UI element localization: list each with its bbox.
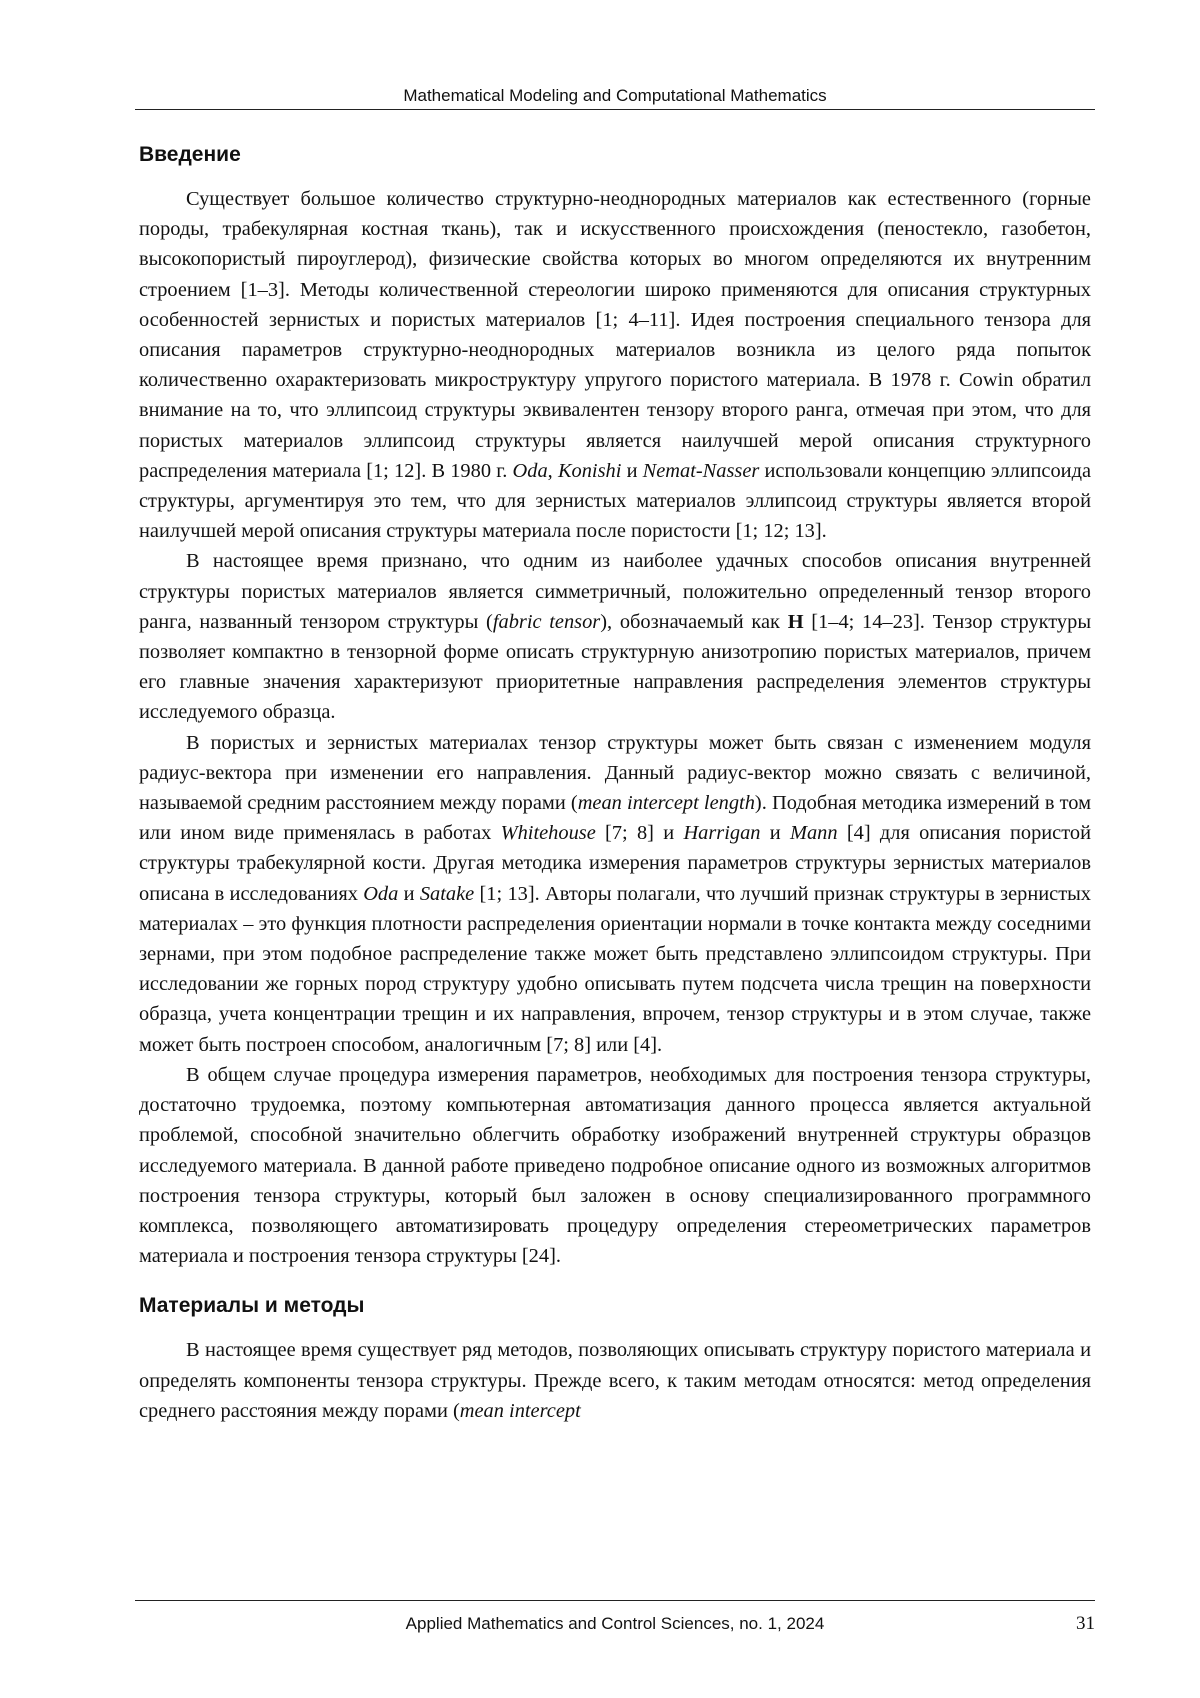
paragraph	[139, 184, 1091, 546]
text-run: и	[398, 882, 420, 905]
text-run: использовали концепцию эллипсоида структуры, аргументируя это тем, что для зернистых материалов эллипсоид структуры является второй наилучшей мерой описания структуры материала после пористости [1; 12; 13].	[139, 459, 1091, 543]
running-title: Mathematical Modeling and Computational Mathematics	[403, 86, 827, 105]
paragraph	[139, 1335, 1091, 1426]
text-run: В настоящее время признано, что одним из наиболее удачных способов описания внутренней структуры пористых материалов является симметричный, положительно определенный тензор второго ранга, названный тензором структуры (	[139, 550, 1091, 633]
text-run: ), обозначаемый как	[600, 610, 788, 633]
italic-term: Nemat-Nasser	[642, 459, 760, 482]
bold-symbol: H	[787, 610, 804, 633]
text-run: В настоящее время существует ряд методов, позволяющих описывать структуру пористого материала и определять компоненты тензора структуры. Прежде всего, к таким методам относятся: метод определения среднего расстояния между порами (	[139, 1339, 1091, 1422]
section-heading-materials-methods: Материалы и методы	[139, 1294, 365, 1318]
italic-term: fabric tensor	[492, 610, 601, 633]
text-run: Существует большое количество структурно-неоднородных материалов как естественного (горные породы, трабекулярная костная ткань), так и искусственного происхождения (пеностекло, газобетон, высокопористый пироуглерод), физические свойства которых во многом определяются их внутренним строением [1–3]. Методы количественной стереологии широко применяются для описания структурных особенностей зернистых и пористых материалов [1; 4–11]. Идея построения специального тензора для описания параметров структурно-неоднородных материалов возникла из целого ряда попыток количественно охарактеризовать микроструктуру упругого пористого материала. В 1978 г. Cowin обратил внимание на то, что эллипсоид структуры эквивалентен тензору второго ранга, отмечая при этом, что для пористых материалов эллипсоид структуры является наилучшей мерой описания структурного распределения материала [1; 12]. В 1980 г.	[139, 188, 1091, 482]
journal-citation: Applied Mathematics and Control Sciences, no. 1, 2024	[405, 1614, 825, 1633]
text-run: [4] для описания пористой структуры трабекулярной кости. Другая методика измерения параметров структуры зернистых материалов описана в исследованиях	[139, 822, 1091, 905]
text-run: ). Подобная методика измерений в том или ином виде применялась в работах	[139, 792, 1091, 845]
italic-term: Satake	[419, 882, 475, 905]
italic-term: Mann	[789, 822, 838, 845]
italic-term: mean intercept length	[577, 792, 755, 815]
header-rule	[135, 109, 1095, 110]
italic-term: mean intercept	[459, 1399, 581, 1422]
section-heading-introduction: Введение	[139, 143, 241, 166]
text-run: В пористых и зернистых материалах тензор структуры может быть связан с изменением модуля радиус-вектора при изменении его направления. Данный радиус-вектор можно связать с величиной, называемой средним расстоянием между порами (	[139, 731, 1091, 815]
text-run: [1–4; 14–23]. Тензор структуры позволяет компактно в тензорной форме описать структурную анизотропию пористых материалов, причем его главные значения характеризуют приоритетные направления распределения элементов структуры исследуемого образца.	[139, 610, 1092, 724]
italic-term: Harrigan	[683, 822, 761, 845]
main-content	[139, 140, 1091, 1426]
paragraph	[139, 546, 1091, 727]
italic-term: Konishi	[557, 459, 622, 482]
text-run: и	[760, 822, 790, 845]
page-number: 31	[1076, 1613, 1095, 1634]
text-run: ,	[547, 459, 558, 482]
italic-term: Whitehouse	[500, 822, 596, 845]
italic-term: Oda	[512, 459, 548, 482]
text-run: и	[621, 459, 643, 482]
paragraph	[139, 1060, 1091, 1271]
text-run: [7; 8] и	[595, 822, 684, 845]
footer-rule	[135, 1600, 1095, 1601]
text-run: [1; 13]. Авторы полагали, что лучший признак структуры в зернистых материалах – это функция плотности распределения ориентации нормали в точке контакта между соседними зернами, при этом подобное распределение также может быть представлено эллипсоидом структуры. При исследовании же горных пород структуру удобно описывать путем подсчета числа трещин на поверхности образца, учета концентрации трещин и их направления, впрочем, тензор структуры и в этом случае, также может быть построен способом, аналогичным [7; 8] или [4].	[139, 882, 1092, 1056]
text-run: В общем случае процедура измерения параметров, необходимых для построения тензора структуры, достаточно трудоемка, поэтому компьютерная автоматизация данного процесса является актуальной проблемой, способной значительно облегчить обработку изображений внутренней структуры образцов исследуемого материала. В данной работе приведено подробное описание одного из возможных алгоритмов построения тензора структуры, который был заложен в основу специализированного программного комплекса, позволяющего автоматизировать процедуру определения стереометрических параметров материала и построения тензора структуры [24].	[139, 1063, 1091, 1268]
paragraph	[139, 728, 1091, 1060]
italic-term: Oda	[363, 882, 399, 905]
